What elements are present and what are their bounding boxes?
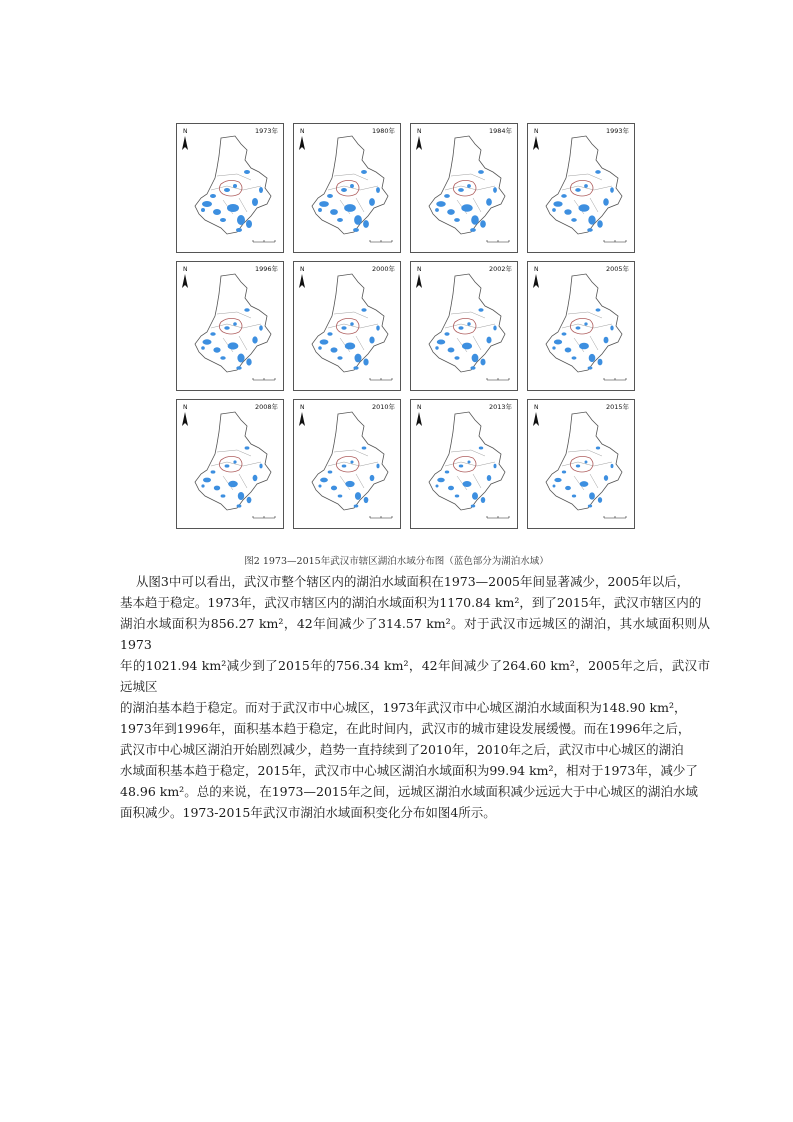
lake-area [468,461,471,464]
lake-area [461,204,472,212]
lake-area [553,201,562,207]
lake-area [561,194,567,198]
lake-area [354,504,359,507]
scale-bar [253,240,275,242]
lake-area [318,346,322,350]
lake-area [331,347,338,352]
wuhan-map [177,400,284,529]
north-label: N [183,404,188,411]
lake-area [345,481,354,487]
wuhan-map [528,124,635,253]
lake-area [353,366,358,370]
body-line: 年的1021.94 km²减少到了2015年的756.34 km²，42年间减少了264.60 km²，2005年之后，武汉市远城区 [120,658,710,694]
lake-area [220,356,225,360]
lake-area [369,198,375,206]
lake-area [565,486,571,490]
north-label: N [417,266,422,273]
lake-area [436,485,439,488]
lake-area [318,208,322,212]
lake-area [603,198,609,205]
lake-area [588,505,592,508]
lake-area [364,497,369,503]
lake-area [454,218,460,222]
lake-area [470,228,476,232]
lake-area [598,497,602,503]
body-line: 湖泊水域面积为856.27 km²，42年间减少了314.57 km²。对于武汉市远城区的湖泊，其水域面积则从1973 [120,616,710,652]
lake-area [576,465,580,468]
lake-area [244,308,249,312]
lake-area [571,218,577,222]
north-arrow-icon [416,136,422,150]
lake-area [350,460,353,463]
lake-area [237,354,244,363]
lake-area [472,354,479,363]
north-arrow-icon [299,136,305,150]
lake-area [595,170,601,174]
lake-area [437,339,446,344]
lake-area [369,337,374,344]
map-panel [410,123,518,253]
lake-area [580,481,589,487]
body-line: 基本趋于稳定。1973年，武汉市辖区内的湖泊水域面积为1170.84 km²，到了2015年，武汉市辖区内的 [120,595,702,610]
lake-area [376,464,379,469]
lake-area [361,170,367,174]
lake-area [467,322,470,325]
lake-area [330,209,338,215]
lake-area [353,228,359,232]
lake-area [553,485,556,488]
lake-area [246,220,252,228]
north-label: N [300,128,305,135]
lake-area [572,356,577,359]
wuhan-map [411,124,518,253]
north-label: N [183,128,188,135]
lake-area [447,209,455,215]
north-arrow-icon [533,136,539,150]
lake-area [435,208,439,212]
north-arrow-icon [533,412,539,426]
wuhan-map [294,262,401,391]
lake-area [320,478,328,483]
lake-area [221,494,226,497]
lake-area [355,354,362,363]
body-line: 武汉市中心城区湖泊开始剧烈减少，趋势一直持续到了2010年，2010年之后，武汉市中心城区的湖泊 [120,742,684,757]
lake-area [211,470,216,473]
lake-area [564,209,571,215]
wuhan-map [294,400,401,529]
body-line: 从图3中可以看出，武汉市整个辖区内的湖泊水域面积在1973—2005年间显著减少，2005年以后， [120,574,690,589]
north-label: N [417,128,422,135]
lake-area [604,475,608,481]
map-panel [176,123,284,253]
lake-area [225,464,230,467]
lake-area [562,332,567,335]
lake-area [445,471,450,474]
scale-bar [253,516,275,518]
lake-area [337,218,343,222]
lake-area [342,464,347,467]
lake-area [237,504,242,507]
lake-area [437,478,445,483]
lake-area [236,228,242,232]
lake-area [319,201,329,207]
lake-area [213,347,220,352]
lake-area [318,484,321,487]
lake-area [252,336,257,343]
lake-area [435,346,438,349]
body-line: 48.96 km²。总的来说，在1973—2015年之间，远城区湖泊水域面积减少远远大于中心城区的湖泊水域 [120,784,698,799]
map-panel [410,261,518,391]
panel-year-label: 2015年 [605,403,629,411]
north-label: N [183,266,188,273]
lake-area [370,475,375,481]
wuhan-map [177,262,284,391]
lake-area [331,486,337,491]
lake-area [259,325,263,330]
lake-area [472,492,478,500]
scale-bar [253,378,275,380]
north-label: N [417,404,422,411]
lake-area [478,170,484,174]
lake-area [589,354,596,362]
scale-bar [370,378,392,380]
lake-area [587,228,593,232]
north-label: N [534,266,539,273]
panel-year-label: 1973年 [254,127,278,135]
lake-distribution-figure [176,123,641,539]
lake-area [486,337,491,344]
lake-area [228,342,239,349]
lake-area [493,325,496,330]
lake-area [589,492,595,499]
lake-area [588,215,595,224]
map-panel [527,399,635,529]
lake-area [327,332,332,336]
lake-area [478,308,483,311]
lake-area [611,464,614,468]
panel-year-label: 2008年 [254,403,278,411]
lake-area [259,187,263,193]
north-arrow-icon [182,136,188,150]
lake-area [214,486,220,491]
lake-area [376,187,380,193]
north-label: N [534,404,539,411]
panel-year-label: 2013年 [488,403,512,411]
map-panel [293,123,401,253]
lake-area [233,460,236,463]
map-panel [410,399,518,529]
lake-area [354,215,362,225]
lake-area [236,366,241,370]
lake-area [588,366,593,369]
panel-year-label: 2005年 [605,265,629,273]
scale-bar [487,516,509,518]
lake-area [259,464,262,469]
lake-area [579,343,589,350]
north-arrow-icon [416,412,422,426]
lake-area [253,475,258,481]
north-arrow-icon [182,412,188,426]
panel-year-label: 1993年 [605,127,629,135]
lake-area [470,366,475,369]
lake-area [341,326,346,330]
wuhan-map [177,124,284,253]
lake-area [363,220,369,228]
lake-area [479,447,484,450]
body-line: 的湖泊基本趋于稳定。而对于武汉市中心城区，1973年武汉市中心城区湖泊水域面积为148.90 km²， [120,700,687,715]
lake-area [610,187,614,193]
lake-area [338,494,343,497]
lake-area [362,446,367,449]
panel-year-label: 1996年 [254,265,278,273]
north-arrow-icon [533,274,539,288]
lake-area [328,470,333,473]
lake-area [345,343,356,350]
lake-area [554,340,562,345]
lake-area [552,346,555,349]
north-label: N [534,128,539,135]
lake-area [327,194,333,198]
lake-area [350,184,354,188]
lake-area [210,194,216,198]
lake-area [220,218,226,222]
map-panel [527,123,635,253]
lake-area [341,188,347,192]
lake-area [598,359,603,366]
lake-area [480,359,485,366]
lake-area [444,194,450,198]
figure-caption: 图2 1973—2015年武汉市辖区湖泊水域分布图（蓝色部分为湖泊水域） [244,556,549,567]
lake-area [471,505,476,508]
lake-area [247,497,252,503]
lake-area [487,475,492,481]
lake-area [201,346,205,350]
lake-area [376,325,380,330]
lake-area [576,326,581,329]
wuhan-map [294,124,401,253]
lake-area [585,461,588,464]
lake-area [337,356,342,360]
lake-area [480,220,486,228]
body-line: 水域面积基本趋于稳定，2015年，武汉市中心城区湖泊水域面积为99.94 km²，相对于1973年，减少了 [120,763,698,778]
lake-area [458,188,464,192]
lake-area [493,187,497,193]
lake-area [486,198,492,206]
scale-bar [604,378,626,380]
lake-area [238,492,244,500]
scale-bar [487,378,509,380]
lake-area [201,208,205,212]
north-arrow-icon [416,274,422,288]
lake-area [436,201,446,207]
lake-area [578,204,589,211]
lake-area [454,356,459,359]
map-panel [176,261,284,391]
lake-area [244,170,250,174]
lake-area [344,204,356,212]
lake-area [237,215,245,225]
lake-area [201,484,204,487]
wuhan-map [528,400,635,529]
lake-area [459,465,464,468]
body-line: 面积减少。1973-2015年武汉市湖泊水域面积变化分布如图4所示。 [120,805,496,820]
lake-area [458,326,463,329]
north-label: N [300,404,305,411]
lake-area [471,215,479,225]
lake-area [584,322,587,325]
panel-year-label: 2010年 [371,403,395,411]
lake-area [202,201,212,207]
lake-area [203,478,211,483]
lake-area [213,209,221,215]
lake-area [224,188,230,192]
scale-bar [487,240,509,242]
lake-area [562,471,566,474]
scale-bar [604,240,626,242]
lake-area [552,208,556,212]
lake-area [597,220,603,227]
map-panel [293,261,401,391]
panel-year-label: 2000年 [371,265,395,273]
lake-area [596,447,600,450]
lake-area [233,184,237,188]
north-label: N [300,266,305,273]
lake-area [233,322,237,326]
lake-area [554,478,561,482]
lake-area [245,446,250,449]
lake-area [584,184,588,188]
lake-area [227,204,239,212]
panel-year-label: 2002年 [488,265,512,273]
lake-area [463,481,472,487]
lake-area [610,326,613,331]
lake-area [363,359,368,366]
lake-area [444,332,449,335]
lake-area [320,339,329,344]
map-panel [527,261,635,391]
lake-area [448,486,454,491]
lake-area [596,308,601,311]
lake-area [252,198,258,206]
wuhan-map [411,262,518,391]
lake-area [361,308,366,312]
lake-area [494,464,497,469]
body-line: 1973年到1996年，面积基本趋于稳定，在此时间内，武汉市的城市建设发展缓慢。而在1996年之后， [120,721,691,736]
north-arrow-icon [299,412,305,426]
lake-area [462,343,472,350]
body-paragraph [120,571,710,823]
panel-year-label: 1984年 [488,127,512,135]
map-panel [176,399,284,529]
wuhan-map [411,400,518,529]
north-arrow-icon [299,274,305,288]
wuhan-map [528,262,635,391]
lake-area [228,481,238,487]
scale-bar [370,240,392,242]
lake-area [203,339,212,344]
panel-year-label: 1980年 [371,127,395,135]
lake-area [246,358,251,365]
lake-area [224,326,229,330]
lake-area [448,347,455,352]
lake-area [210,332,215,336]
map-panel [293,399,401,529]
lake-area [455,495,460,498]
scale-bar [604,516,626,518]
scale-bar [370,516,392,518]
lake-area [350,322,354,326]
north-arrow-icon [182,274,188,288]
lake-area [565,348,572,353]
lake-area [604,337,609,344]
lake-area [575,188,581,192]
lake-area [481,497,486,503]
lake-area [572,495,576,498]
lake-area [355,492,361,500]
lake-area [467,184,471,188]
